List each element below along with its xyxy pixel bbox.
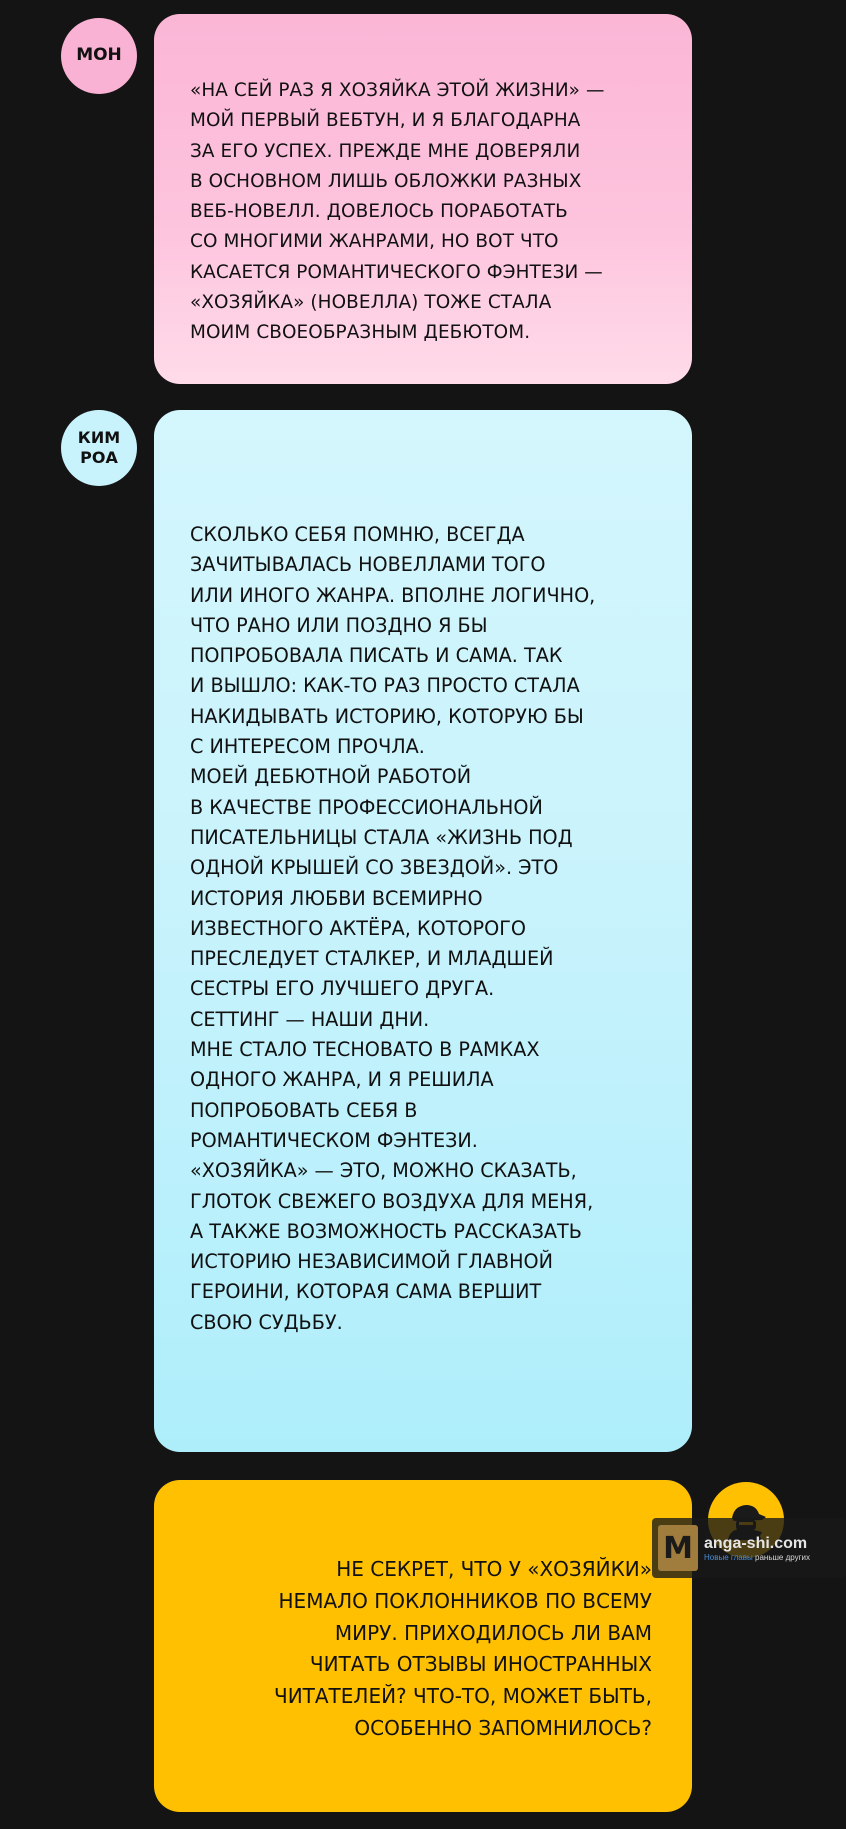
text-line: ПИСАТЕЛЬНИЦЫ СТАЛА «ЖИЗНЬ ПОД xyxy=(190,825,573,849)
text-line: СЕТТИНГ — НАШИ ДНИ. xyxy=(190,1007,430,1031)
speech-bubble-kim-roa xyxy=(154,410,692,1452)
question-bubble xyxy=(154,1480,692,1812)
text-line: ЧТО РАНО ИЛИ ПОЗДНО Я БЫ xyxy=(190,613,488,637)
text-line: ЗАЧИТЫВАЛАСЬ НОВЕЛЛАМИ ТОГО xyxy=(190,553,546,577)
text-line: ЧИТАТЬ ОТЗЫВЫ ИНОСТРАННЫХ xyxy=(309,1652,652,1677)
text-line: ОДНОЙ КРЫШЕЙ СО ЗВЕЗДОЙ». ЭТО xyxy=(190,856,559,880)
text-line: НЕМАЛО ПОКЛОННИКОВ ПО ВСЕМУ xyxy=(278,1588,652,1613)
text-line: МНЕ СТАЛО ТЕСНОВАТО В РАМКАХ xyxy=(190,1038,540,1062)
text-line: ИЗВЕСТНОГО АКТЁРА, КОТОРОГО xyxy=(190,916,527,940)
watermark-brand: anga-shi.com xyxy=(704,1534,808,1552)
text-line: СЕСТРЫ ЕГО ЛУЧШЕГО ДРУГА. xyxy=(190,977,495,1001)
text-line: РОМАНТИЧЕСКОМ ФЭНТЕЗИ. xyxy=(190,1128,478,1152)
text-line: ГЕРОИНИ, КОТОРАЯ САМА ВЕРШИТ xyxy=(190,1280,542,1304)
avatar-label-first: КИМ xyxy=(77,428,121,447)
text-line: ИЛИ ИНОГО ЖАНРА. ВПОЛНЕ ЛОГИЧНО, xyxy=(190,583,596,607)
text-line: А ТАКЖЕ ВОЗМОЖНОСТЬ РАССКАЗАТЬ xyxy=(190,1219,582,1243)
avatar-kim-roa xyxy=(61,410,137,486)
watermark-tag-first: Новые главы xyxy=(704,1552,753,1562)
text-line: ОДНОГО ЖАНРА, И Я РЕШИЛА xyxy=(190,1068,494,1092)
text-line: СКОЛЬКО СЕБЯ ПОМНЮ, ВСЕГДА xyxy=(190,523,525,546)
text-line: ЗА ЕГО УСПЕХ. ПРЕЖДЕ МНЕ ДОВЕРЯЛИ xyxy=(190,140,581,162)
text-line: ПРЕСЛЕДУЕТ СТАЛКЕР, И МЛАДШЕЙ xyxy=(190,947,554,971)
text-line: И ВЫШЛО: КАК-ТО РАЗ ПРОСТО СТАЛА xyxy=(190,674,580,698)
text-line: ПОПРОБОВАТЬ СЕБЯ В xyxy=(190,1098,418,1122)
text-line: МИРУ. ПРИХОДИЛОСЬ ЛИ ВАМ xyxy=(334,1620,652,1645)
text-line: ОСОБЕННО ЗАПОМНИЛОСЬ? xyxy=(354,1715,652,1740)
text-line: С ИНТЕРЕСОМ ПРОЧЛА. xyxy=(190,735,425,759)
avatar-label: МОН xyxy=(76,45,122,66)
text-line: ВЕБ-НОВЕЛЛ. ДОВЕЛОСЬ ПОРАБОТАТЬ xyxy=(190,201,568,223)
text-line: МОИМ СВОЕОБРАЗНЫМ ДЕБЮТОМ. xyxy=(190,322,531,344)
speech-bubble-mon xyxy=(154,14,692,384)
text-line: ИСТОРИЯ ЛЮБВИ ВСЕМИРНО xyxy=(190,886,483,910)
text-line: «НА СЕЙ РАЗ Я ХОЗЯЙКА ЭТОЙ ЖИЗНИ» — xyxy=(190,80,605,101)
text-line: В КАЧЕСТВЕ ПРОФЕССИОНАЛЬНОЙ xyxy=(190,795,543,819)
text-line: СВОЮ СУДЬБУ. xyxy=(190,1310,343,1334)
watermark xyxy=(652,1518,846,1578)
text-line: «ХОЗЯЙКА» — ЭТО, МОЖНО СКАЗАТЬ, xyxy=(190,1159,577,1183)
avatar-mon xyxy=(61,18,137,94)
text-line: КАСАЕТСЯ РОМАНТИЧЕСКОГО ФЭНТЕЗИ — xyxy=(190,261,603,283)
text-line: ПОПРОБОВАЛА ПИСАТЬ И САМА. ТАК xyxy=(190,644,563,668)
watermark-logo: M xyxy=(658,1525,698,1571)
text-line: МОЙ ПЕРВЫЙ ВЕБТУН, И Я БЛАГОДАРНА xyxy=(190,110,581,132)
text-line: НЕ СЕКРЕТ, ЧТО У «ХОЗЯЙКИ» xyxy=(336,1557,652,1581)
avatar-label-second: РОА xyxy=(80,448,118,467)
text-line: НАКИДЫВАТЬ ИСТОРИЮ, КОТОРУЮ БЫ xyxy=(190,704,584,728)
text-line: ГЛОТОК СВЕЖЕГО ВОЗДУХА ДЛЯ МЕНЯ, xyxy=(190,1189,594,1213)
text-line: МОЕЙ ДЕБЮТНОЙ РАБОТОЙ xyxy=(190,765,472,789)
text-line: «ХОЗЯЙКА» (НОВЕЛЛА) ТОЖЕ СТАЛА xyxy=(190,292,552,314)
watermark-tag-second: раньше других xyxy=(755,1552,810,1562)
text-line: ЧИТАТЕЛЕЙ? ЧТО-ТО, МОЖЕТ БЫТЬ, xyxy=(273,1684,652,1709)
text-line: СО МНОГИМИ ЖАНРАМИ, НО ВОТ ЧТО xyxy=(190,231,559,253)
text-line: ИСТОРИЮ НЕЗАВИСИМОЙ ГЛАВНОЙ xyxy=(190,1250,553,1274)
text-line: В ОСНОВНОМ ЛИШЬ ОБЛОЖКИ РАЗНЫХ xyxy=(190,170,582,192)
